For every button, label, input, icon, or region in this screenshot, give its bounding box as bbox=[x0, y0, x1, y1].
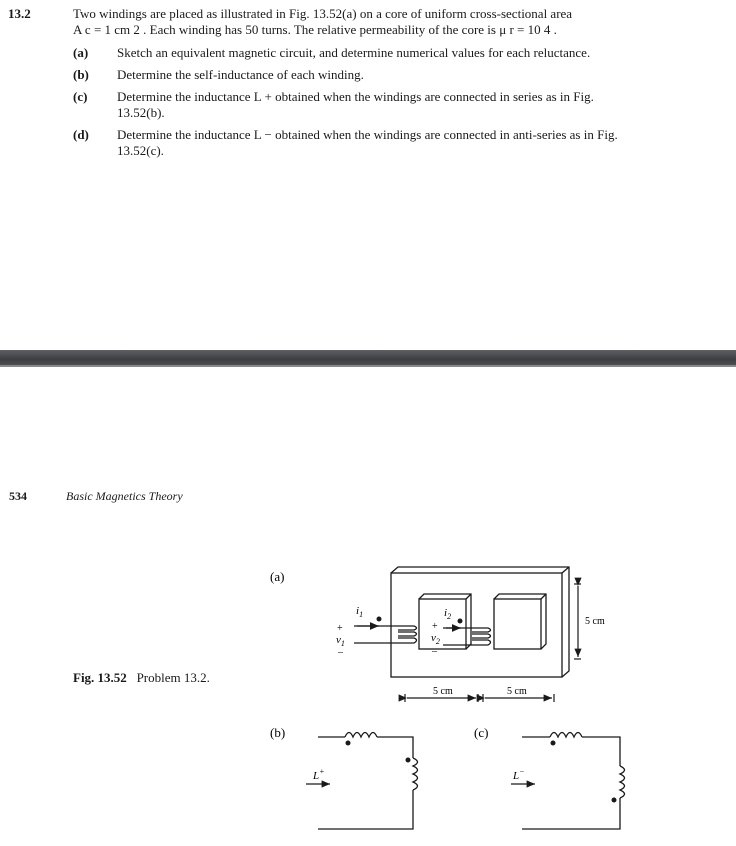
figure-caption-text: Problem 13.2. bbox=[136, 670, 210, 685]
figure-caption-label: Fig. 13.52 bbox=[73, 670, 127, 685]
panel-c-label: (c) bbox=[474, 725, 489, 740]
part-c-label: (c) bbox=[73, 89, 88, 104]
part-d-text: Determine the inductance L − obtained when the windings are connected in anti-series as in Fig. 13.52(c). bbox=[117, 127, 618, 158]
part-b-label: (b) bbox=[73, 67, 89, 82]
part-c-text: Determine the inductance L + obtained when the windings are connected in series as in Fig. 13.52(b). bbox=[117, 89, 594, 120]
page-number: 534 bbox=[9, 489, 27, 503]
winding-1-dot bbox=[377, 617, 382, 622]
series-dot-2 bbox=[406, 758, 411, 763]
v1-plus: + bbox=[337, 623, 343, 634]
dim-width-left-label: 5 cm bbox=[433, 686, 453, 697]
part-d-label: (d) bbox=[73, 127, 89, 142]
running-head: Basic Magnetics Theory bbox=[66, 489, 183, 503]
part-a-label: (a) bbox=[73, 45, 89, 60]
intro-line-2-text: A c = 1 cm 2 . Each winding has 50 turns. The relative permeability of the core is μ r = 10 4 . bbox=[73, 22, 557, 37]
series-dot-1 bbox=[346, 741, 351, 746]
l-minus-label: L− bbox=[513, 767, 525, 782]
v1-label: $v_1$ bbox=[336, 634, 345, 648]
v2-plus: + bbox=[432, 621, 438, 632]
i2-label: $i_2$ bbox=[444, 607, 452, 621]
panel-b-label: (b) bbox=[270, 725, 286, 740]
dim-height-label: 5 cm bbox=[585, 616, 605, 627]
i1-label: $i_1$ bbox=[356, 605, 364, 619]
winding-2-dot bbox=[458, 619, 463, 624]
antiseries-circuit bbox=[522, 733, 625, 830]
v2-minus: – bbox=[432, 646, 437, 657]
dim-height bbox=[574, 584, 581, 659]
problem-number: 13.2 bbox=[8, 6, 31, 21]
antiseries-dot-2 bbox=[612, 798, 617, 803]
series-circuit bbox=[318, 733, 418, 830]
magnetic-core bbox=[391, 567, 569, 677]
l-plus-label: L+ bbox=[313, 767, 325, 782]
antiseries-dot-1 bbox=[551, 741, 556, 746]
v2-label: $v_2$ bbox=[431, 632, 440, 646]
v1-minus: – bbox=[338, 647, 343, 658]
part-a-text: Sketch an equivalent magnetic circuit, and determine numerical values for each reluctance. bbox=[117, 45, 591, 60]
part-b-text: Determine the self-inductance of each winding. bbox=[117, 67, 364, 82]
dim-width-right-label: 5 cm bbox=[507, 686, 527, 697]
dim-width bbox=[405, 694, 554, 702]
panel-a-label: (a) bbox=[270, 569, 285, 584]
intro-line-1: Two windings are placed as illustrated in Fig. 13.52(a) on a core of uniform cross-sectional area bbox=[73, 6, 573, 21]
